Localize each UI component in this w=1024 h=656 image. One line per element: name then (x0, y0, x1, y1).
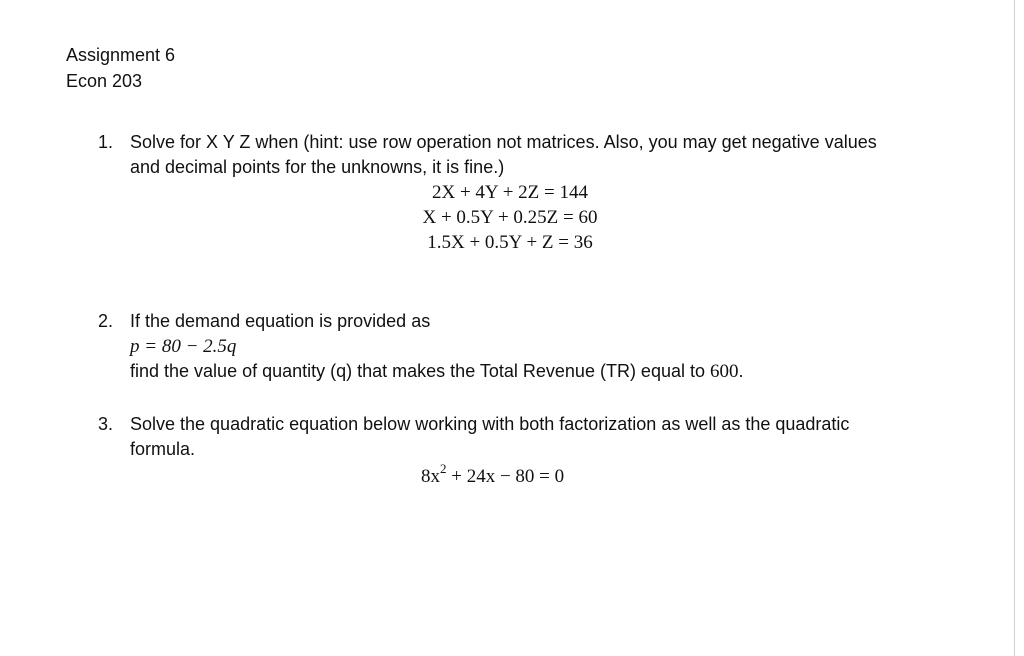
equation-2: X + 0.5Y + 0.25Z = 60 (422, 207, 598, 228)
quadratic-rest: + 24x − 80 = 0 (446, 466, 565, 487)
question-text-end: . (738, 361, 744, 381)
question-1 (98, 130, 918, 255)
question-3 (98, 412, 918, 489)
question-number: 3. (98, 414, 114, 434)
question-text: Solve the quadratic equation below working with both factorization as well as the quadratic formula. (130, 414, 850, 459)
question-text: Solve for X Y Z when (hint: use row operation not matrices. Also, you may get negative values and decimal points for the unknowns, it is fine.) (130, 132, 877, 177)
question-number: 2. (98, 311, 114, 331)
equation-1: 2X + 4Y + 2Z = 144 (432, 182, 588, 203)
document-header (66, 42, 175, 94)
equation-system (130, 180, 890, 255)
question-2 (98, 309, 918, 384)
question-text-main: find the value of quantity (q) that makes the Total Revenue (TR) equal to (130, 361, 710, 381)
quadratic-equation (421, 460, 918, 489)
assignment-title: Assignment 6 (66, 45, 176, 65)
revenue-value: 600 (710, 361, 739, 382)
demand-equation: p = 80 − 2.5q (130, 336, 237, 357)
equation-3: 1.5X + 0.5Y + Z = 36 (427, 232, 593, 253)
question-intro: If the demand equation is provided as (130, 311, 431, 331)
quadratic-exponent: 2 (440, 460, 447, 476)
question-number: 1. (98, 132, 114, 152)
quadratic-lead-term: 8x (421, 466, 440, 487)
course-code: Econ 203 (66, 71, 143, 91)
question-text (130, 359, 918, 384)
